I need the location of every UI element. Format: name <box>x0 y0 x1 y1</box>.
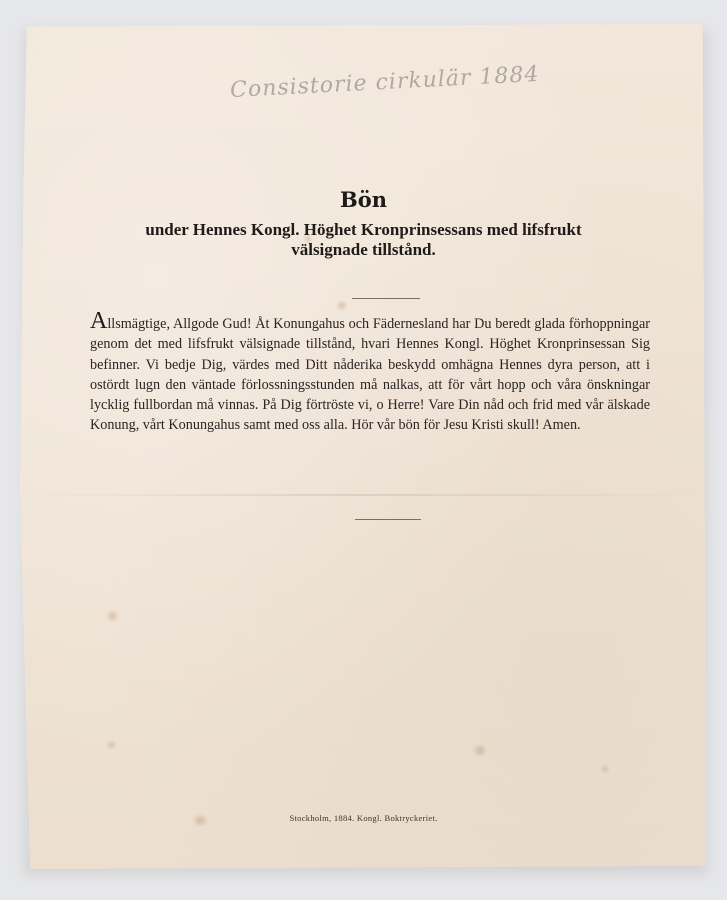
closing-divider <box>355 519 421 520</box>
prayer-body: llsmägtige, Allgode Gud! Åt Konungahus och Fädernesland har Du beredt glada förhoppningar genom det med lifsfrukt välsignade tillstånd, hvari Hennes Kongl. Höghet Kronprinsessan Sig befinner. Vi bedje Dig, värdes med Ditt nåderika beskydd omhägna Hennes dyra person, att i ostördt lugn den väntade förlossningsstunden må nalkas, att för vårt hopp och våra önskningar lycklig fullbordan må vinnas. På Dig förtröste vi, o Herre! Vare Din nåd och frid med vår älskade Konung, vårt Konungahus samt med oss alla. Hör vår bön för Jesu Kristi skull! Amen. <box>90 316 650 434</box>
subtitle-line-1: under Hennes Kongl. Höghet Kronprinsessans med lifsfrukt <box>145 220 582 239</box>
subtitle-line-2: välsignade tillstånd. <box>291 240 436 259</box>
handwritten-note: Consistorie cirkulär 1884 <box>229 61 540 104</box>
document-sheet <box>20 24 706 869</box>
foxing-spot <box>108 742 115 748</box>
printer-imprint: Stockholm, 1884. Kongl. Boktryckeriet. <box>289 813 438 823</box>
prayer-text <box>90 308 650 436</box>
foxing-spot <box>108 612 117 620</box>
drop-initial: A <box>90 308 108 334</box>
title-divider <box>352 298 420 299</box>
document-subtitle <box>0 220 727 260</box>
paper-crease <box>20 494 706 496</box>
foxing-spot <box>475 746 485 755</box>
foxing-spot <box>338 302 346 309</box>
document-title: Bön <box>339 187 388 212</box>
foxing-spot <box>602 766 608 772</box>
